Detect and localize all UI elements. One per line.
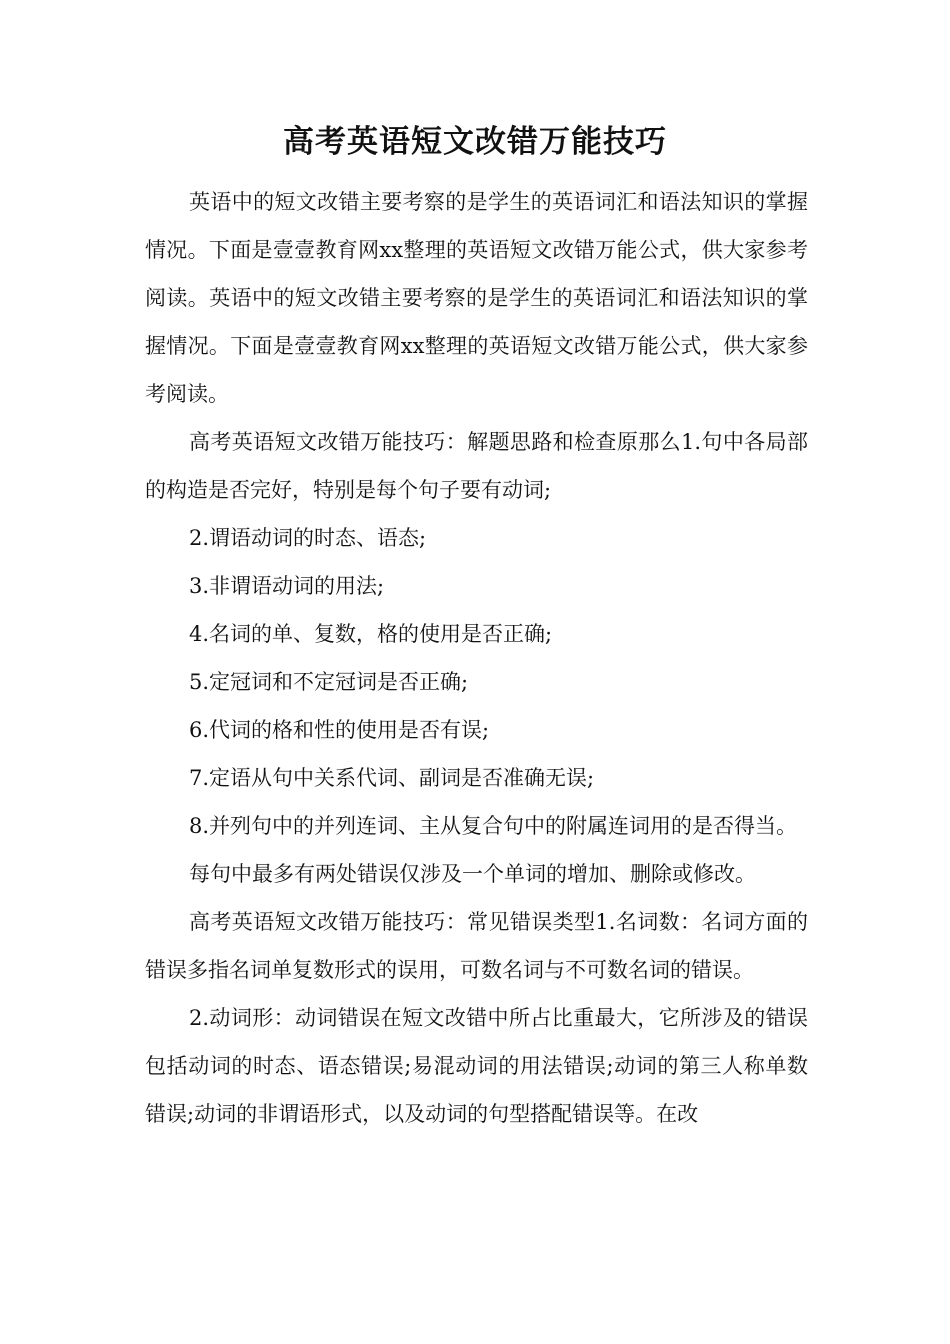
paragraph: 2.动词形：动词错误在短文改错中所占比重最大，它所涉及的错误包括动词的时态、语态错误;易混动词的用法错误;动词的第三人称单数错误;动词的非谓语形式，以及动词的句型搭配错误等。在改 (145, 1006, 808, 1126)
paragraph: 6.代词的格和性的使用是否有误; (189, 718, 490, 742)
paragraph: 2.谓语动词的时态、语态; (189, 526, 427, 550)
paragraph: 高考英语短文改错万能技巧：常见错误类型1.名词数：名词方面的错误多指名词单复数形式的误用，可数名词与不可数名词的错误。 (145, 910, 808, 982)
paragraph: 8.并列句中的并列连词、主从复合句中的附属连词用的是否得当。 (189, 814, 798, 838)
document-body (145, 178, 808, 1138)
paragraph: 4.名词的单、复数，格的使用是否正确; (189, 622, 553, 646)
document-title: 高考英语短文改错万能技巧 (283, 124, 667, 160)
paragraph: 7.定语从句中关系代词、副词是否准确无误; (189, 766, 595, 790)
paragraph: 3.非谓语动词的用法; (189, 574, 385, 598)
paragraph: 高考英语短文改错万能技巧：解题思路和检查原那么1.句中各局部的构造是否完好，特别是每个句子要有动词; (145, 430, 808, 502)
paragraph: 5.定冠词和不定冠词是否正确; (189, 670, 469, 694)
paragraph: 英语中的短文改错主要考察的是学生的英语词汇和语法知识的掌握情况。下面是壹壹教育网xx整理的英语短文改错万能公式，供大家参考阅读。英语中的短文改错主要考察的是学生的英语词汇和语法知识的掌握情况。下面是壹壹教育网xx整理的英语短文改错万能公式，供大家参考阅读。 (145, 190, 808, 406)
paragraph: 每句中最多有两处错误仅涉及一个单词的增加、删除或修改。 (189, 862, 756, 886)
